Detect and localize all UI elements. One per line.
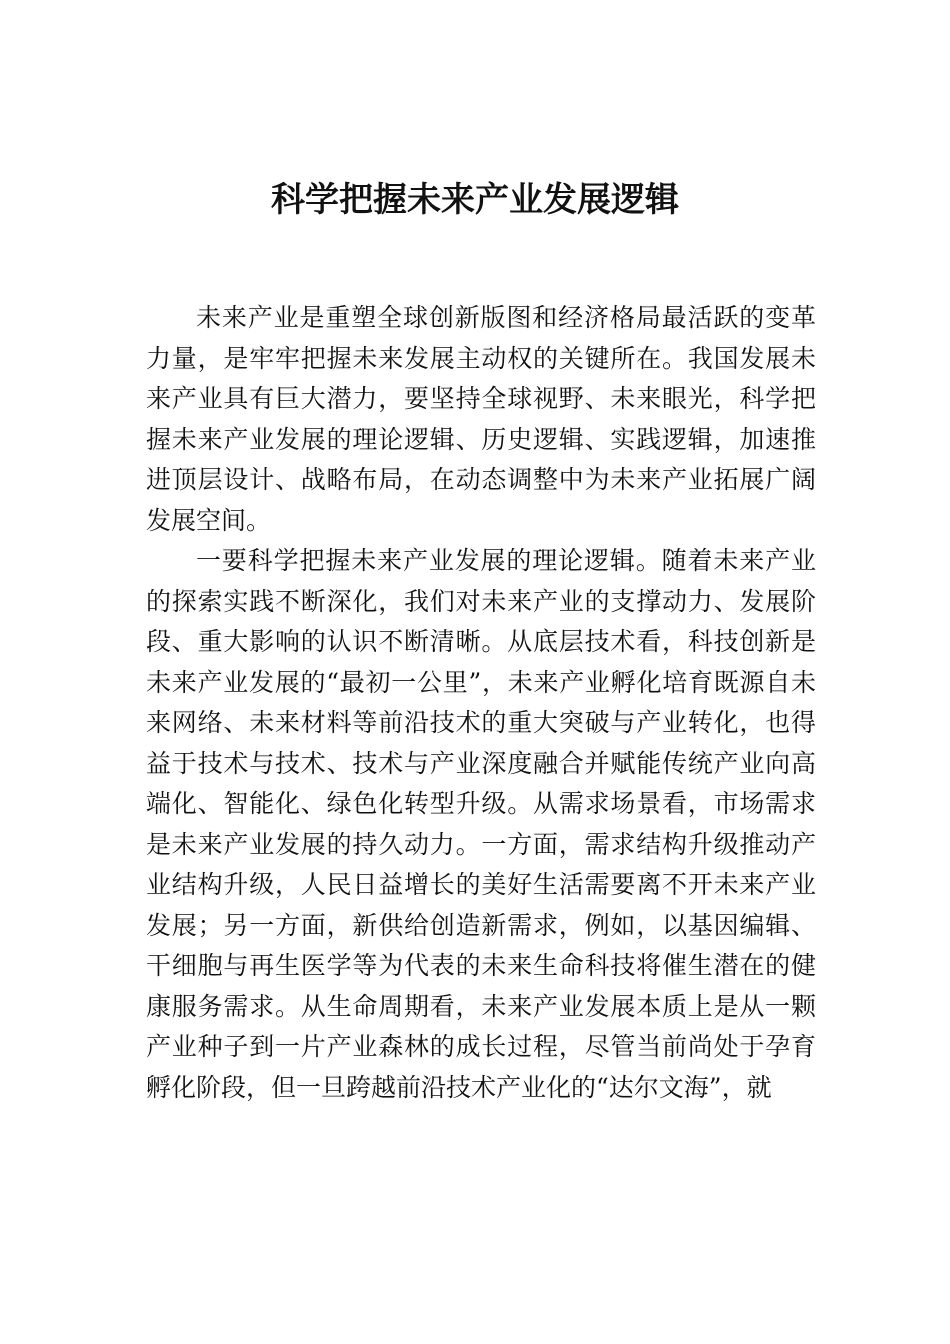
paragraph-theory-logic: 一要科学把握未来产业发展的理论逻辑。随着未来产业的探索实践不断深化，我们对未来产业的支撑动力、发展阶段、重大影响的认识不断清晰。从底层技术看，科技创新是未来产业发展的“最初一公里”，未来产业孵化培育既源自未来网络、未来材料等前沿技术的重大突破与产业转化，也得益于技术与技术、技术与产业深度融合并赋能传统产业向高端化、智能化、绿色化转型升级。从需求场景看，市场需求是未来产业发展的持久动力。一方面，需求结构升级推动产业结构升级，人民日益增长的美好生活需要离不开未来产业发展；另一方面，新供给创造新需求，例如，以基因编辑、 干细胞与再生医学等为代表的未来生命科技将催生潜在的健康服务需求。从生命周期看，未来产业发展本质上是从一颗产业种子到一片产业森林的成长过程，尽管当前尚处于孕育孵化阶段，但一旦跨越前沿技术产业化的“达尔文海”，就	[146, 546, 816, 1102]
document-body	[146, 298, 816, 1108]
paragraph-intro: 未来产业是重塑全球创新版图和经济格局最活跃的变革力量，是牢牢把握未来发展主动权的关键所在。我国发展未来产业具有巨大潜力，要坚持全球视野、未来眼光，科学把握未来产业发展的理论逻辑、历史逻辑、实践逻辑，加速推进顶层设计、战略布局，在动态调整中为未来产业拓展广阔发展空间。	[146, 303, 816, 535]
document-title: 科学把握未来产业发展逻辑	[271, 180, 679, 220]
